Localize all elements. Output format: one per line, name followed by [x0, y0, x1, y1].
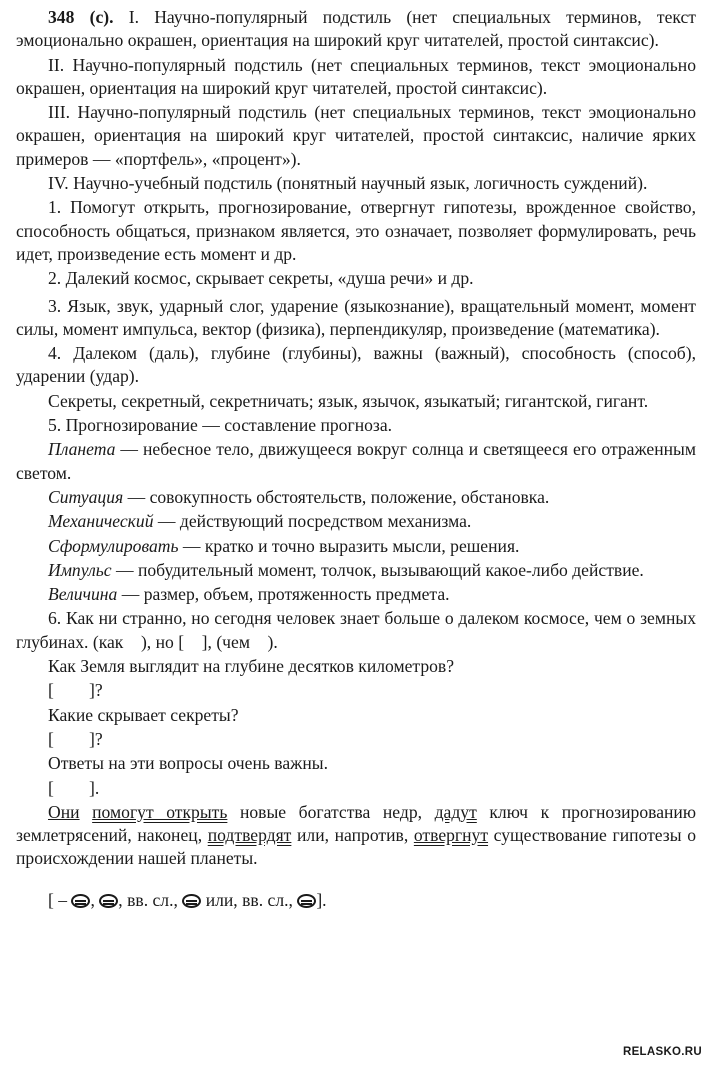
answer-1: 1. Помогут открыть, прогнозирование, отвергнут гипотезы, врожденное свойство, способность общаться, признаком является, это означает, позволяет формулировать, речь идет, произведение есть момент и др.	[16, 197, 696, 264]
question-1: Как Земля выглядит на глубине десятков километров?	[48, 656, 455, 677]
definition: Планета — небесное тело, движущееся вокруг солнца и светящееся его отраженным светом.	[16, 439, 696, 483]
answer-4: 4. Далеком (даль), глубине (глубины), важны (важный), способность (способ), ударении (удар).	[16, 343, 696, 387]
answer-2: 2. Далекий космос, скрывает секреты, «душа речи» и др.	[48, 268, 474, 289]
predicate: отвергнут	[413, 825, 489, 846]
task-header	[16, 6, 696, 53]
textbook-page	[16, 6, 701, 912]
sentence-scheme: [ – , , вв. сл., или, вв. сл., ].	[48, 889, 327, 910]
definition: Импульс — побудительный момент, толчок, вызывающий какое-либо действие.	[48, 559, 644, 580]
task-number: 348 (с).	[48, 7, 114, 27]
scheme-2: [ ]?	[48, 728, 103, 749]
predicate-circle-icon	[297, 894, 316, 908]
style-i: I. Научно-популярный подстиль (нет специальных терминов, текст эмоционально окрашен, ориентация на широкий круг читателей, простой синтаксис).	[16, 7, 696, 51]
watermark: RELASKO.RU	[622, 1046, 702, 1058]
definition-term: Ситуация	[48, 486, 124, 507]
predicate-circle-icon	[182, 894, 201, 908]
definition-term: Планета	[48, 439, 116, 460]
definition: Ситуация — совокупность обстоятельств, положение, обстановка.	[48, 486, 550, 507]
definition: Механический — действующий посредством механизма.	[48, 511, 472, 532]
answer-5: 5. Прогнозирование — составление прогноза.	[48, 415, 393, 436]
subject: Они	[48, 801, 80, 822]
question-3: Ответы на эти вопросы очень важны.	[48, 753, 328, 774]
predicate-circle-icon	[71, 894, 90, 908]
final-sentence: Они помогут открыть новые богатства недр, дадут ключ к прогнозированию землетрясений, наконец, подтвердят или, напротив, отвергнут существование гипотезы о происхождении нашей планеты.	[16, 801, 696, 869]
predicate: дадут	[434, 801, 477, 822]
question-2: Какие скрывает секреты?	[48, 704, 239, 725]
definition-term: Сформулировать	[48, 535, 179, 556]
answer-4-words: Секреты, секретный, секретничать; язык, язычок, языкатый; гигантской, гигант.	[48, 390, 649, 411]
style-iv: IV. Научно-учебный подстиль (понятный научный язык, логичность суждений).	[48, 173, 648, 194]
scheme-1: [ ]?	[48, 680, 103, 701]
style-ii: II. Научно-популярный подстиль (нет специальных терминов, текст эмоционально окрашен, ориентация на широкий круг читателей, простой синтаксис).	[16, 54, 696, 98]
predicate: подтвердят	[207, 825, 292, 846]
definition-term: Величина	[48, 584, 118, 605]
definition-term: Импульс	[48, 559, 112, 580]
style-iii: III. Научно-популярный подстиль (нет специальных терминов, текст эмоционально окрашен, ориентация на широкий круг читателей, простой синтаксис, наличие ярких примеров — «портфель», «процент»).	[16, 102, 696, 169]
answer-3: 3. Язык, звук, ударный слог, ударение (языкознание), вращательный момент, момент силы, момент импульса, вектор (физика), перпендикуляр, произведение (математика).	[16, 295, 696, 339]
scheme-3: [ ].	[48, 777, 100, 798]
predicate: помогут открыть	[92, 801, 228, 822]
definition: Сформулировать — кратко и точно выразить мысли, решения.	[48, 535, 520, 556]
answer-6: 6. Как ни странно, но сегодня человек знает больше о далеком космосе, чем о земных глубинах. (как ), но [ ], (чем ).	[16, 608, 701, 652]
definition: Величина — размер, объем, протяженность предмета.	[48, 584, 450, 605]
predicate-circle-icon	[99, 894, 118, 908]
definition-term: Механический	[48, 511, 154, 532]
